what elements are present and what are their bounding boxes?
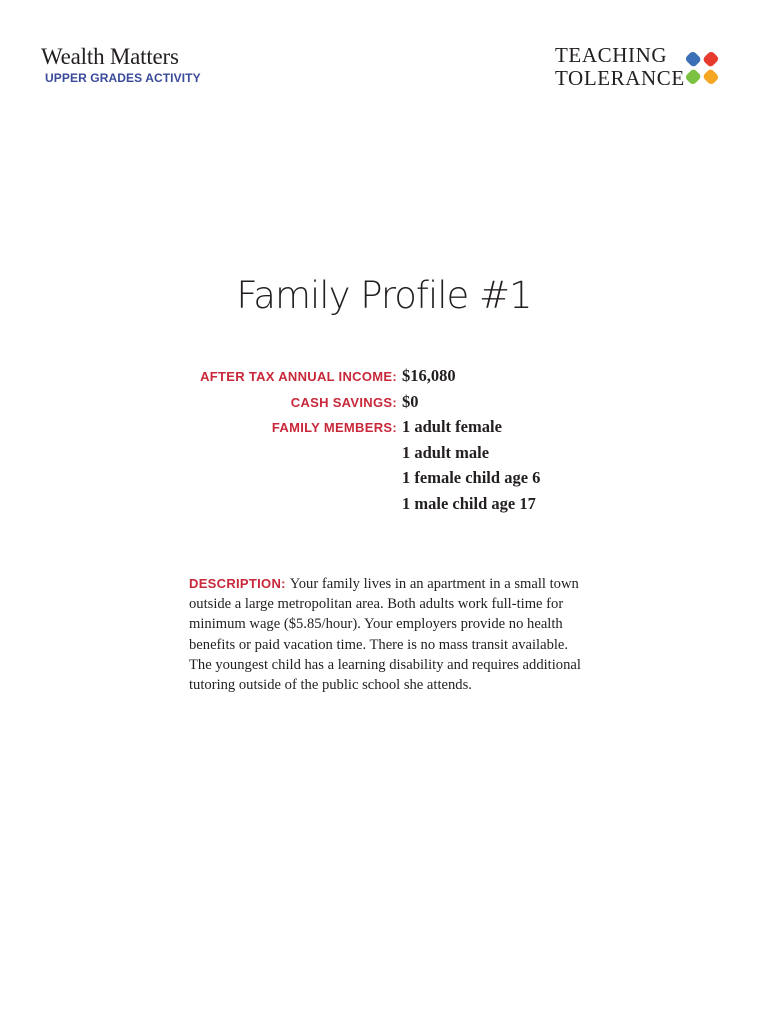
fact-row-savings (150, 392, 650, 418)
fact-label: FAMILY MEMBERS: (271, 420, 397, 435)
fact-label: AFTER TAX ANNUAL INCOME: (200, 369, 397, 384)
description-paragraph (189, 574, 589, 695)
fact-row-member (150, 468, 650, 494)
fact-value: 1 male child age 17 (402, 493, 536, 513)
header-title: Wealth Matters (41, 44, 179, 69)
fact-value: 1 female child age 6 (402, 468, 541, 487)
fact-value: 1 adult female (402, 417, 502, 436)
fact-label: CASH SAVINGS: (290, 394, 397, 410)
header-subtitle: UPPER GRADES ACTIVITY (45, 71, 201, 85)
description-label: DESCRIPTION: (189, 576, 290, 591)
fact-value: $16,080 (402, 366, 456, 385)
fact-row-member (150, 494, 650, 520)
header-branding (41, 43, 201, 86)
logo-text (555, 44, 685, 90)
teaching-tolerance-logo (555, 44, 730, 94)
fact-row-income (150, 366, 650, 392)
fact-value: $0 (402, 391, 419, 411)
fact-row-member (150, 443, 650, 469)
fact-value: 1 adult male (402, 442, 490, 462)
logo-mark-icon (680, 46, 724, 90)
description-text: Your family lives in an apartment in a small town outside a large metropolitan area. Both adults work full-time for minimum wage ($5.85/hour). Your employers provide no health benefits or paid vacation time. There is no mass transit available. The youngest child has a learning disability and requires additional tutoring outside of the public school she attends. (189, 576, 581, 694)
family-facts (150, 366, 650, 519)
logo-line-2: TOLERANCE (555, 66, 685, 90)
logo-line-1: TEACHING (555, 43, 668, 67)
fact-row-members (150, 417, 650, 443)
page-title: Family Profile #1 (236, 274, 532, 317)
